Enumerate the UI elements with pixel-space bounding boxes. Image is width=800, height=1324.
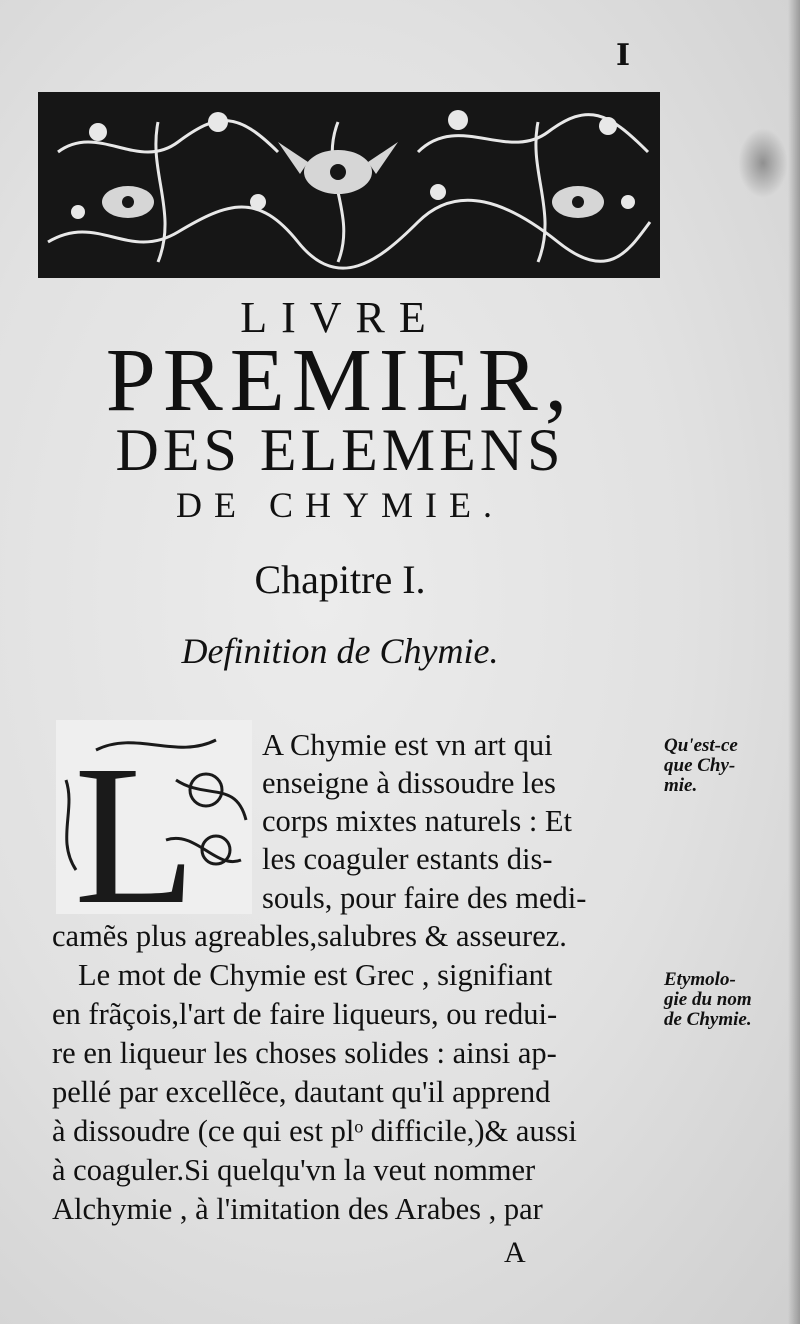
title-livre: LIVRE xyxy=(240,293,440,342)
margin-note-line: gie du nom xyxy=(664,988,752,1010)
margin-note-line: Etymolo- xyxy=(664,969,736,990)
margin-note-line: mie. xyxy=(664,774,698,796)
margin-note-definition xyxy=(664,736,738,796)
body-line-4: les coaguler estants dis- xyxy=(262,842,553,876)
body-line-7: Le mot de Chymie est Grec , signifiant xyxy=(78,958,553,992)
body-line-9: re en liqueur les choses solides : ainsi ap- xyxy=(52,1036,557,1070)
signature-mark: A xyxy=(504,1236,526,1269)
body-line-6: camẽs plus agreables,salubres & asseurez. xyxy=(52,919,567,953)
drop-cap-letter: L xyxy=(74,725,197,914)
floral-initial-woodcut-icon xyxy=(56,720,252,914)
margin-note-line: de Chymie. xyxy=(664,1008,752,1030)
title-des-elemens: DES ELEMENS xyxy=(115,417,565,483)
body-line-5: souls, pour faire des medi- xyxy=(262,881,587,915)
chapter-heading: Chapitre I. xyxy=(254,557,426,602)
body-line-13: Alchymie , à l'imitation des Arabes , par xyxy=(52,1192,543,1226)
body-line-10: pellé par excellẽce, dautant qu'il apprend xyxy=(52,1075,551,1109)
body-line-8: en frãçois,l'art de faire liqueurs, ou redui- xyxy=(52,997,558,1031)
body-line-2: enseigne à dissoudre les xyxy=(262,766,556,800)
body-line-11: à dissoudre (ce qui est plᵒ difficile,)& aussi xyxy=(52,1114,577,1148)
body-line-3: corps mixtes naturels : Et xyxy=(262,804,573,838)
margin-note-line: Qu'est-ce xyxy=(664,735,738,756)
title-premier: PREMIER, xyxy=(105,331,575,430)
body-line-1: A Chymie est vn art qui xyxy=(262,728,553,762)
margin-note-line: que Chy- xyxy=(664,754,736,776)
page-number: I xyxy=(616,38,631,73)
body-line-12: à coaguler.Si quelqu'vn la veut nommer xyxy=(52,1153,536,1187)
page-edge-shadow xyxy=(788,0,800,1324)
title-de-chymie: DE CHYMIE. xyxy=(176,485,504,525)
margin-note-etymology xyxy=(664,970,752,1030)
floral-bird-woodcut-icon xyxy=(38,92,660,278)
ink-smudge xyxy=(738,128,788,198)
section-heading: Definition de Chymie. xyxy=(181,631,499,671)
